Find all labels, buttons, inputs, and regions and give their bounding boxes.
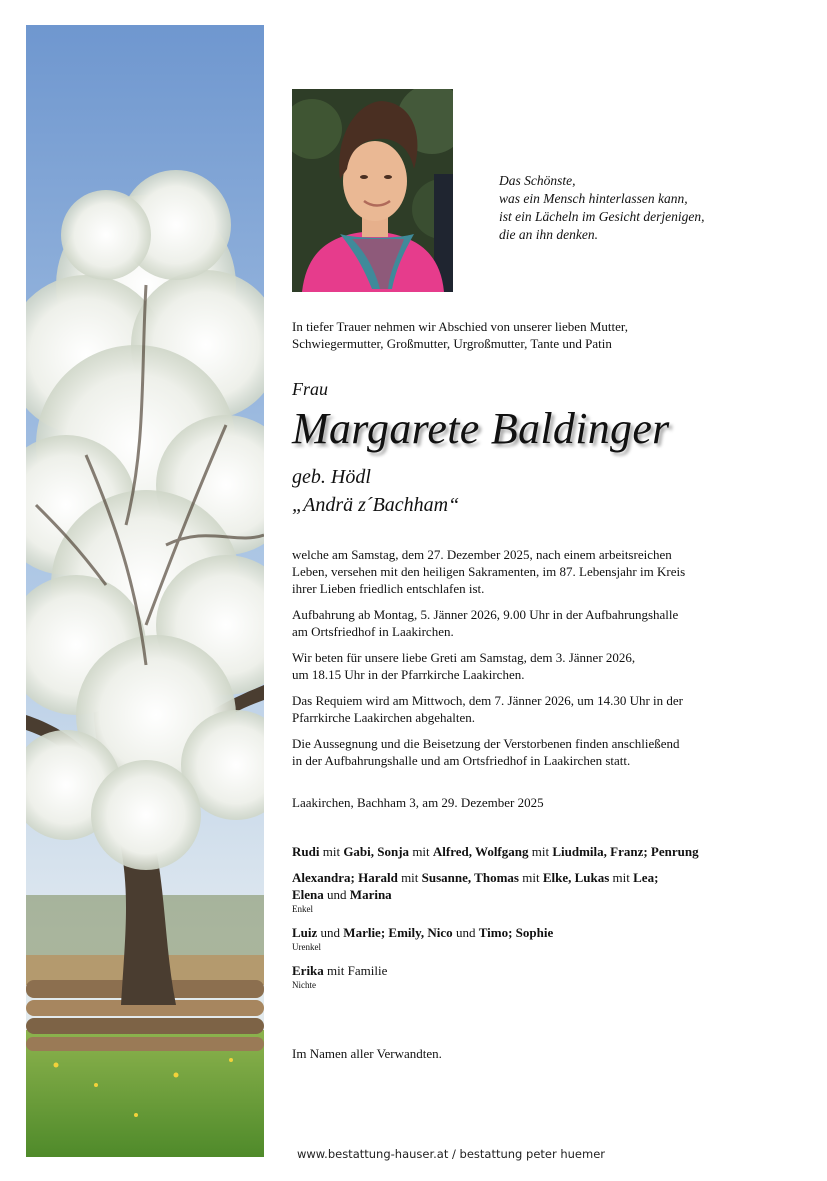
- house-name: „Andrä z´Bachham“: [292, 494, 460, 516]
- relation-label: Nichte: [292, 980, 316, 990]
- death-paragraph: welche am Samstag, dem 27. Dezember 2025, nach einem arbeitsreichen Leben, versehen mit den heiligen Sakramenten, im 87. Lebensjahr im Kreis ihrer Lieben friedlich entschlafen ist.: [292, 547, 686, 596]
- quote-line: Das Schönste,: [499, 173, 576, 188]
- quote-line: was ein Mensch hinterlassen kann,: [499, 191, 688, 206]
- viewing-paragraph: Aufbahrung ab Montag, 5. Jänner 2026, 9.00 Uhr in der Aufbahrungshalle am Ortsfriedhof in Laakirchen.: [292, 607, 679, 639]
- burial-paragraph: Die Aussegnung und die Beisetzung der Verstorbenen finden anschließend in der Aufbahrungshalle und am Ortsfriedhof in Laakirchen statt.: [292, 736, 680, 768]
- memorial-quote: [499, 172, 799, 244]
- grandchildren-group: Alexandra; Harald mit Susanne, Thomas mit Elke, Lukas mit Lea; Elena und Marina Enkel: [292, 869, 772, 915]
- mourners-list: [292, 843, 772, 1000]
- portrait-photo: [292, 89, 453, 292]
- intro-text: [292, 318, 762, 352]
- closing-line: Im Namen aller Verwandten.: [292, 1046, 442, 1061]
- children-group: Rudi mit Gabi, Sonja mit Alfred, Wolfgang mit Liudmila, Franz; Penrung: [292, 844, 699, 859]
- relation-label: Urenkel: [292, 942, 321, 952]
- niece-group: Erika mit Familie Nichte: [292, 962, 772, 991]
- great-grandchildren-group: Luiz und Marlie; Emily, Nico und Timo; Sophie Urenkel: [292, 924, 772, 953]
- funeral-home-link[interactable]: www.bestattung-hauser.at / bestattung peter huemer: [297, 1147, 606, 1161]
- requiem-paragraph: Das Requiem wird am Mittwoch, dem 7. Jänner 2026, um 14.30 Uhr in der Pfarrkirche Laakirchen abgehalten.: [292, 693, 684, 725]
- relation-label: Enkel: [292, 904, 313, 914]
- blossom-tree-image: [26, 25, 264, 1157]
- prayer-paragraph: Wir beten für unsere liebe Greti am Samstag, dem 3. Jänner 2026, um 18.15 Uhr in der Pfarrkirche Laakirchen.: [292, 650, 636, 682]
- quote-line: ist ein Lächeln im Gesicht derjenigen,: [499, 209, 705, 224]
- quote-line: die an ihn denken.: [499, 227, 598, 242]
- salutation: Frau: [292, 379, 328, 399]
- maiden-name: geb. Hödl: [292, 466, 371, 488]
- announcement-body: [292, 546, 762, 778]
- place-and-date: Laakirchen, Bachham 3, am 29. Dezember 2025: [292, 795, 544, 810]
- intro-line: Schwiegermutter, Großmutter, Urgroßmutter, Tante und Patin: [292, 336, 612, 351]
- deceased-name: Margarete Baldinger: [292, 404, 670, 453]
- intro-line: In tiefer Trauer nehmen wir Abschied von unserer lieben Mutter,: [292, 319, 628, 334]
